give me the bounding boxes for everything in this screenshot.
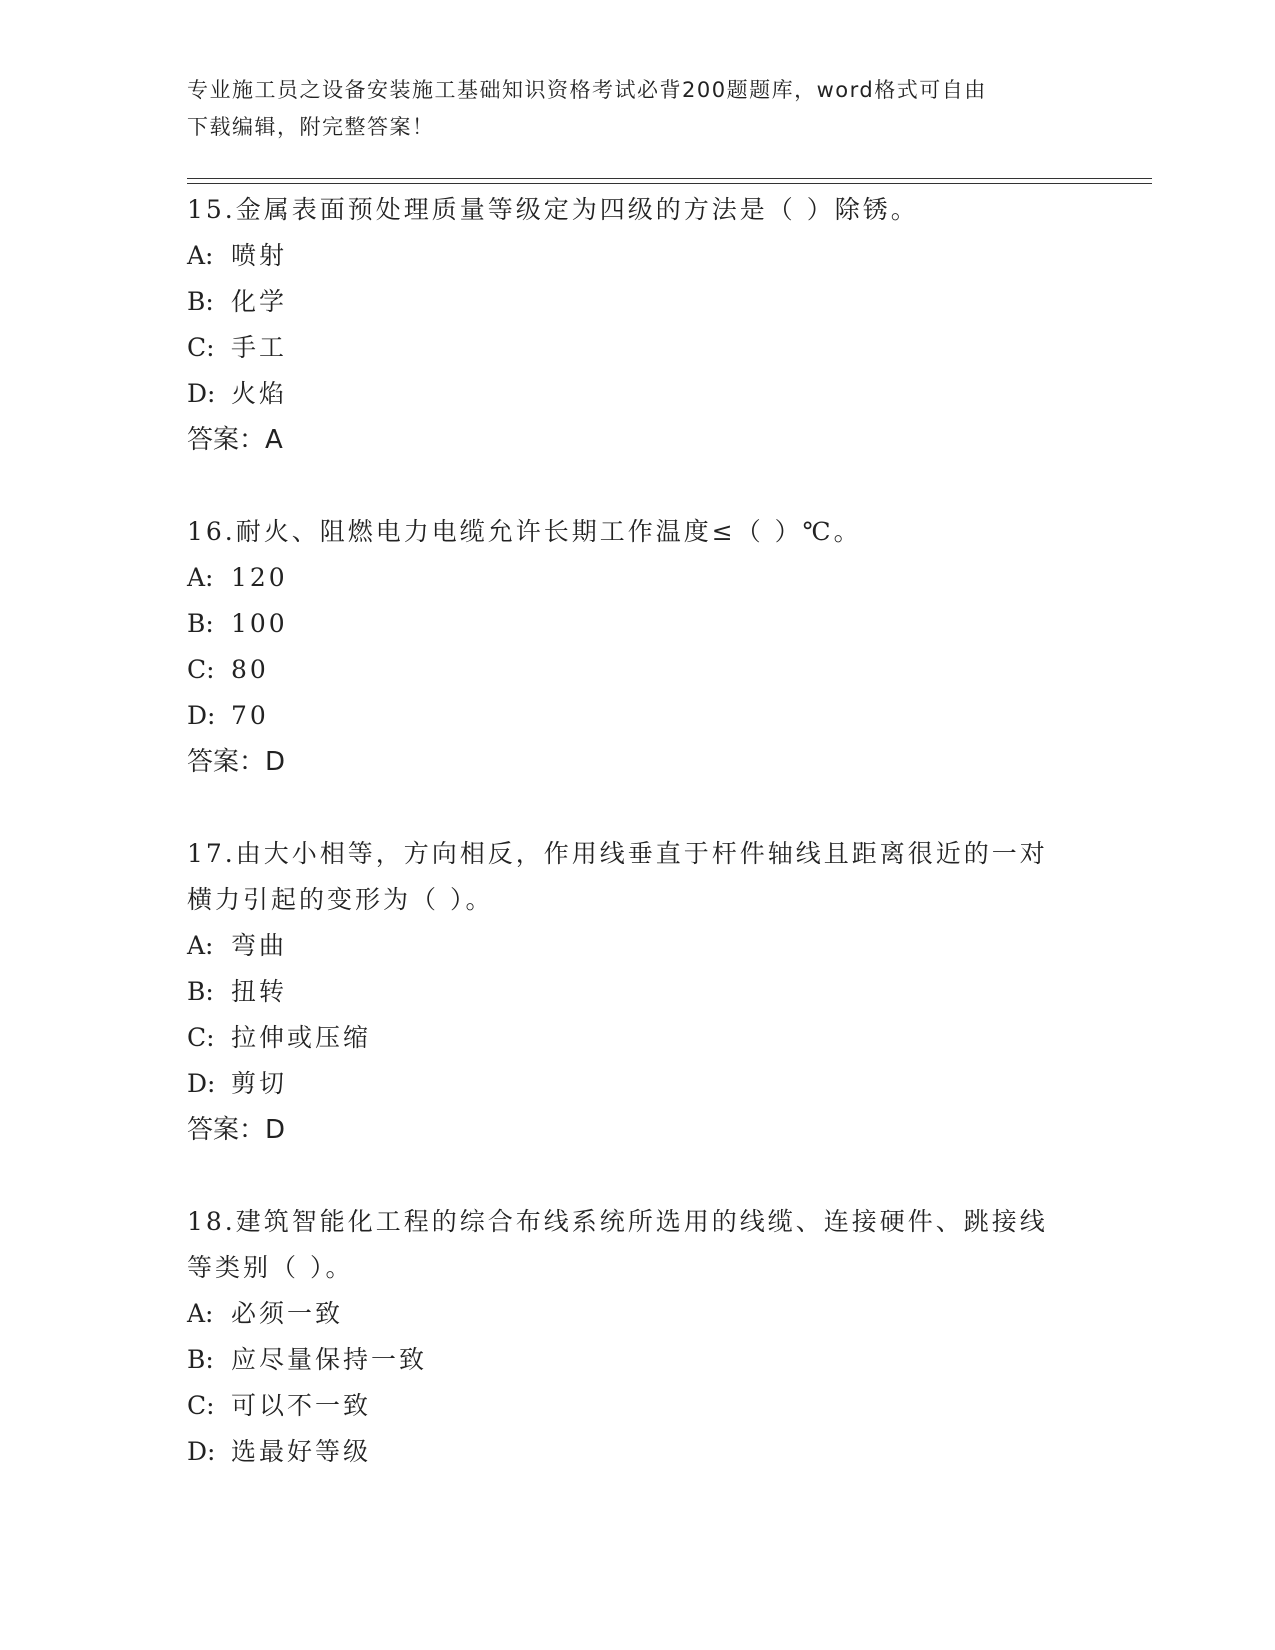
option-text: 100 xyxy=(231,609,288,638)
option-text: 必须一致 xyxy=(231,1299,344,1328)
header-line-2: 下载编辑，附完整答案！ xyxy=(187,115,435,139)
option-letter: A: xyxy=(187,241,214,270)
option-a[interactable] xyxy=(187,233,1087,279)
option-b[interactable] xyxy=(187,969,1087,1015)
option-letter: B: xyxy=(187,287,214,316)
option-a[interactable] xyxy=(187,555,1087,601)
option-text: 70 xyxy=(231,701,269,730)
option-text: 扭转 xyxy=(231,977,288,1006)
option-c[interactable] xyxy=(187,1383,1087,1429)
option-d[interactable] xyxy=(187,693,1087,739)
question-stem: 15.金属表面预处理质量等级定为四级的方法是（ ）除锈。 xyxy=(187,195,919,224)
question-spacer xyxy=(187,463,1087,509)
option-text: 拉伸或压缩 xyxy=(231,1023,372,1052)
option-text: 剪切 xyxy=(231,1069,288,1098)
option-text: 选最好等级 xyxy=(231,1437,372,1466)
option-b[interactable] xyxy=(187,279,1087,325)
question-18 xyxy=(187,1199,1087,1475)
option-letter: A: xyxy=(187,931,214,960)
option-text: 手工 xyxy=(231,333,288,362)
option-letter: B: xyxy=(187,1345,214,1374)
option-d[interactable] xyxy=(187,371,1087,417)
option-letter: C: xyxy=(187,1391,215,1420)
option-letter: C: xyxy=(187,655,215,684)
option-letter: D: xyxy=(187,1069,216,1098)
question-stem: 18.建筑智能化工程的综合布线系统所选用的线缆、连接硬件、跳接线 xyxy=(187,1207,1048,1236)
answer-label: 答案：A xyxy=(187,425,283,455)
document-header xyxy=(187,72,1067,146)
option-letter: B: xyxy=(187,609,214,638)
question-stem: 17.由大小相等，方向相反，作用线垂直于杆件轴线且距离很近的一对 xyxy=(187,839,1048,868)
answer-label: 答案：D xyxy=(187,1115,286,1145)
option-text: 喷射 xyxy=(231,241,288,270)
option-text: 应尽量保持一致 xyxy=(231,1345,428,1374)
question-stem: 16.耐火、阻燃电力电缆允许长期工作温度≤（ ）℃。 xyxy=(187,517,862,546)
header-divider-bottom xyxy=(187,183,1152,184)
option-text: 120 xyxy=(231,563,288,592)
question-spacer xyxy=(187,785,1087,831)
option-c[interactable] xyxy=(187,647,1087,693)
header-divider-top xyxy=(187,178,1152,179)
option-text: 可以不一致 xyxy=(231,1391,372,1420)
option-c[interactable] xyxy=(187,1015,1087,1061)
question-15 xyxy=(187,187,1087,463)
question-stem-continued: 横力引起的变形为（ ）。 xyxy=(187,885,494,914)
header-line-1: 专业施工员之设备安装施工基础知识资格考试必背200题题库，word格式可自由 xyxy=(187,78,987,102)
option-text: 化学 xyxy=(231,287,288,316)
option-a[interactable] xyxy=(187,923,1087,969)
option-b[interactable] xyxy=(187,1337,1087,1383)
option-letter: D: xyxy=(187,701,216,730)
option-d[interactable] xyxy=(187,1061,1087,1107)
option-letter: A: xyxy=(187,1299,214,1328)
option-c[interactable] xyxy=(187,325,1087,371)
option-text: 火焰 xyxy=(231,379,288,408)
option-a[interactable] xyxy=(187,1291,1087,1337)
question-spacer xyxy=(187,1153,1087,1199)
question-stem-continued: 等类别（ ）。 xyxy=(187,1253,354,1282)
answer-label: 答案：D xyxy=(187,747,286,777)
option-text: 弯曲 xyxy=(231,931,288,960)
option-d[interactable] xyxy=(187,1429,1087,1475)
option-letter: B: xyxy=(187,977,214,1006)
option-letter: D: xyxy=(187,1437,216,1466)
question-list xyxy=(187,187,1087,1475)
option-letter: C: xyxy=(187,1023,215,1052)
question-16 xyxy=(187,509,1087,785)
option-text: 80 xyxy=(231,655,269,684)
option-letter: C: xyxy=(187,333,215,362)
option-letter: D: xyxy=(187,379,216,408)
option-b[interactable] xyxy=(187,601,1087,647)
option-letter: A: xyxy=(187,563,214,592)
question-17 xyxy=(187,831,1087,1153)
